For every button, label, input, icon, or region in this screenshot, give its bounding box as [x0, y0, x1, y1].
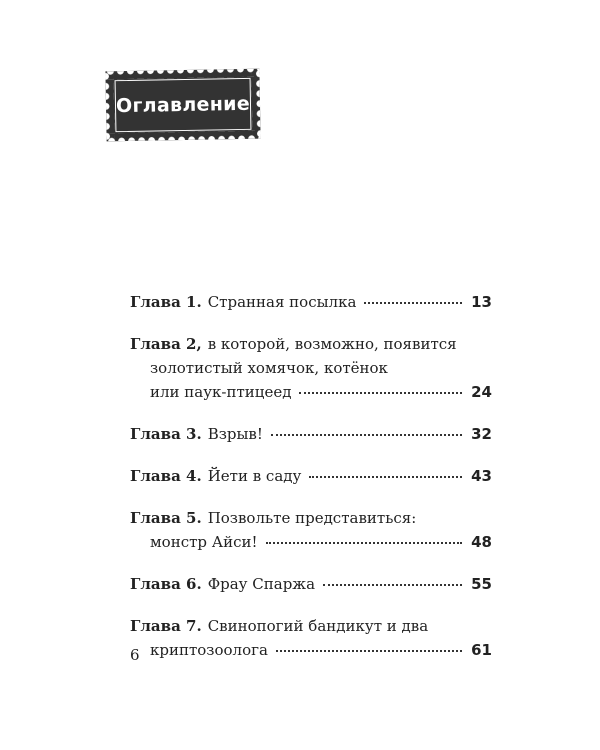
toc-entry-3[interactable] [130, 422, 492, 446]
chapter-title-line-3: или паук-птицеед [150, 383, 292, 401]
chapter-label: Глава 5. [130, 509, 202, 527]
page-number: 61 [471, 641, 492, 659]
page-number: 43 [471, 467, 492, 485]
chapter-title: Йети в саду [207, 467, 302, 485]
chapter-title: Фрау Спаржа [207, 575, 316, 593]
toc-entry-6[interactable] [130, 572, 492, 596]
chapter-title-line-2: золотистый хомячок, котёнок [150, 359, 388, 377]
chapter-title-line-1: Свинопогий бандикут и два [207, 617, 429, 635]
stamp-perforation-left [105, 71, 114, 141]
stamp-perforation-right [251, 69, 260, 139]
toc-entry-7[interactable] [130, 614, 492, 662]
leader-dots [299, 392, 462, 394]
chapter-title-line-2: монстр Айси! [150, 533, 258, 551]
toc-entry-2[interactable] [130, 332, 492, 404]
chapter-label: Глава 2, [130, 335, 202, 353]
leader-dots [309, 476, 462, 478]
chapter-title-line-2: криптозоолога [150, 641, 268, 659]
leader-dots [364, 302, 462, 304]
toc-entry-5[interactable] [130, 506, 492, 554]
page-number: 13 [471, 293, 492, 311]
chapter-label: Глава 1. [130, 293, 202, 311]
chapter-title: Странная посылка [207, 293, 357, 311]
page-number: 48 [471, 533, 492, 551]
chapter-title-line-1: Позвольте представиться: [207, 509, 417, 527]
leader-dots [271, 434, 462, 436]
leader-dots [266, 542, 462, 544]
table-of-contents [130, 290, 492, 680]
chapter-label: Глава 3. [130, 425, 202, 443]
toc-entry-4[interactable] [130, 464, 492, 488]
page-title: Оглавление [115, 92, 251, 118]
page-number: 24 [471, 383, 492, 401]
page-number: 32 [471, 425, 492, 443]
chapter-title-line-1: в которой, возможно, появится [207, 335, 457, 353]
leader-dots [323, 584, 462, 586]
page-number: 55 [471, 575, 492, 593]
leader-dots [276, 650, 462, 652]
chapter-label: Глава 7. [130, 617, 202, 635]
chapter-title: Взрыв! [207, 425, 263, 443]
folio-page-number: 6 [130, 646, 140, 664]
stamp-frame [115, 78, 252, 132]
chapter-label: Глава 6. [130, 575, 202, 593]
contents-stamp-label [105, 69, 260, 142]
toc-entry-1[interactable] [130, 290, 492, 314]
chapter-label: Глава 4. [130, 467, 202, 485]
